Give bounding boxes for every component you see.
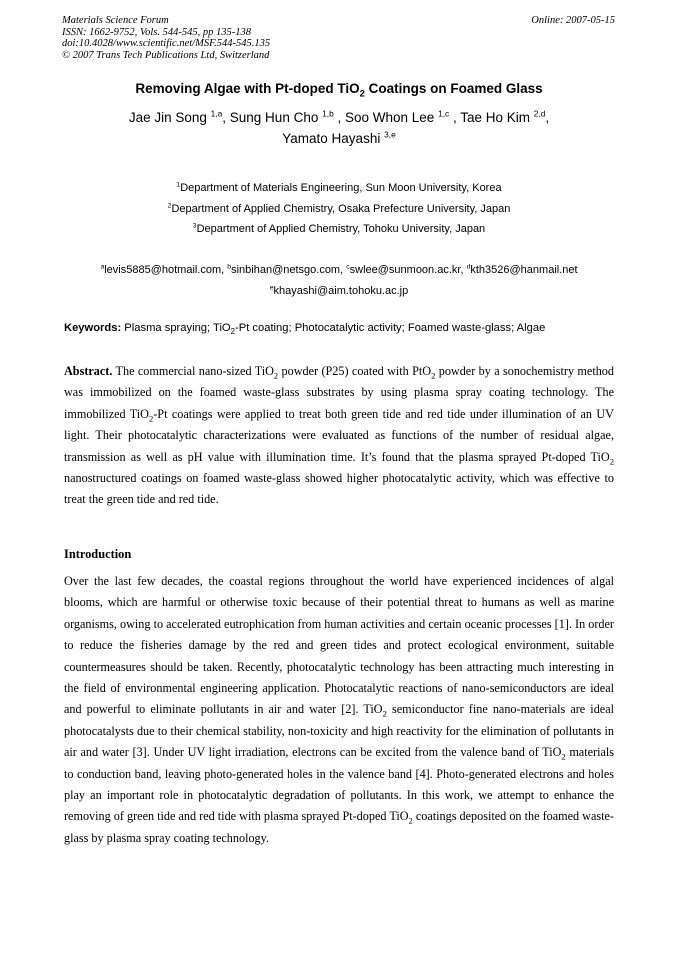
email-link[interactable]: levis5885@hotmail.com, [104, 264, 228, 276]
author: Soo Whon Lee $^{1,c}$ , [345, 108, 461, 125]
affiliation: $^2$Department of Applied Chemistry, Osaka Prefecture University, Japan [167, 201, 511, 215]
author: Tae Ho Kim $^{2,d}$, [460, 108, 550, 125]
email-link[interactable]: swlee@sunmoon.ac.kr, [349, 264, 467, 276]
email-link[interactable]: kth3526@hanmail.net [470, 264, 578, 276]
copyright-line: © 2007 Trans Tech Publications Ltd, Switzerland [62, 49, 270, 61]
affiliation-list [40, 178, 638, 240]
author: Sung Hun Cho $^{1,b}$ , [229, 108, 345, 125]
abstract-label: Abstract. [64, 364, 113, 378]
section-heading-introduction: Introduction [64, 547, 132, 561]
keywords: Keywords: Plasma spraying; TiO$_2$-Pt coating; Photocatalytic activity; Foamed waste-glass; Algae [64, 322, 546, 337]
author-list [60, 107, 618, 149]
affiliation: $^1$Department of Materials Engineering, Sun Moon University, Korea [176, 181, 502, 194]
issn-line: ISSN: 1662-9752, Vols. 544-545, pp 135-138 [62, 26, 251, 38]
journal-name: Materials Science Forum [62, 15, 169, 26]
author: Jae Jin Song $^{1,a}$, [128, 108, 230, 125]
affiliation: $^3$Department of Applied Chemistry, Tohoku University, Japan [192, 222, 486, 235]
email-link[interactable]: sinbihan@netsgo.com, [231, 264, 347, 276]
online-date: Online: 2007-05-15 [531, 15, 615, 26]
keywords-label: Keywords: [64, 322, 122, 334]
paper-title: Removing Algae with Pt-doped TiO$_2$ Coatings on Foamed Glass [135, 81, 543, 100]
journal-header [62, 15, 270, 61]
abstract-paragraph: Abstract. The commercial nano-sized TiO$_2$ powder (P25) coated with PtO$_2$ powder by a sonochemistry method was immobilized on the foamed waste-glass substrates by using plasma spray coating technology. The immobilized TiO$_2$-Pt coatings were applied to treat both green tide and red tide under illumination of an UV light. Their photocatalytic characterizations were evaluated as functions of the number of residual algae, transmission as well as pH value with illumination time. It’s found that the plasma sprayed Pt-doped TiO$_2$ nanostructured coatings on foamed waste-glass showed higher photocatalytic activity, which was effective to treat the green tide and red tide. [64, 364, 614, 507]
introduction-paragraph: Over the last few decades, the coastal regions throughout the world have experienced incidences of algal blooms, which are harmful or otherwise toxic because of their potential threat to humans as well as marine organisms, owing to accelerated eutrophication from human activities and certain oceanic processes [1]. In order to reduce the fisheries damage by the red and green tides and protect ecological environment, suitable countermeasures should be taken. Recently, photocatalytic technology has been attracting much interesting in the field of environmental engineering application. Photocatalytic reactions of nano-semiconductors are ideal and powerful to eliminate pollutants in air and water [2]. TiO$_2$ semiconductor fine nano-materials are ideal photocatalysts due to their chemical stability, non-toxicity and high reactivity for the elimination of pollutants in air and water [3]. Under UV light irradiation, electrons can be excited from the valence band of TiO$_2$ materials to conduction band, leaving photo-generated holes in the valence band [4]. Photo-generated electrons and holes play an important role in photocatalytic degradation of pollutants. In this work, we attempt to enhance the removing of green tide and red tide with plasma sprayed Pt-doped TiO$_2$ coatings deposited on the foamed waste-glass by plasma spray coating technology. [64, 574, 614, 845]
email-list: $^a$levis5885@hotmail.com, $^b$sinbihan@netsgo.com, $^c$swlee@sunmoon.ac.kr, $^d$kth3526@hanmail.net $^e$khayashi@aim.tohoku.ac.jp [100, 263, 578, 297]
author: Yamato Hayashi $^{3,e}$ [282, 129, 396, 146]
email-link[interactable]: khayashi@aim.tohoku.ac.jp [273, 284, 409, 297]
doi-line[interactable]: doi:10.4028/www.scientific.net/MSF.544-545.135 [62, 38, 271, 49]
